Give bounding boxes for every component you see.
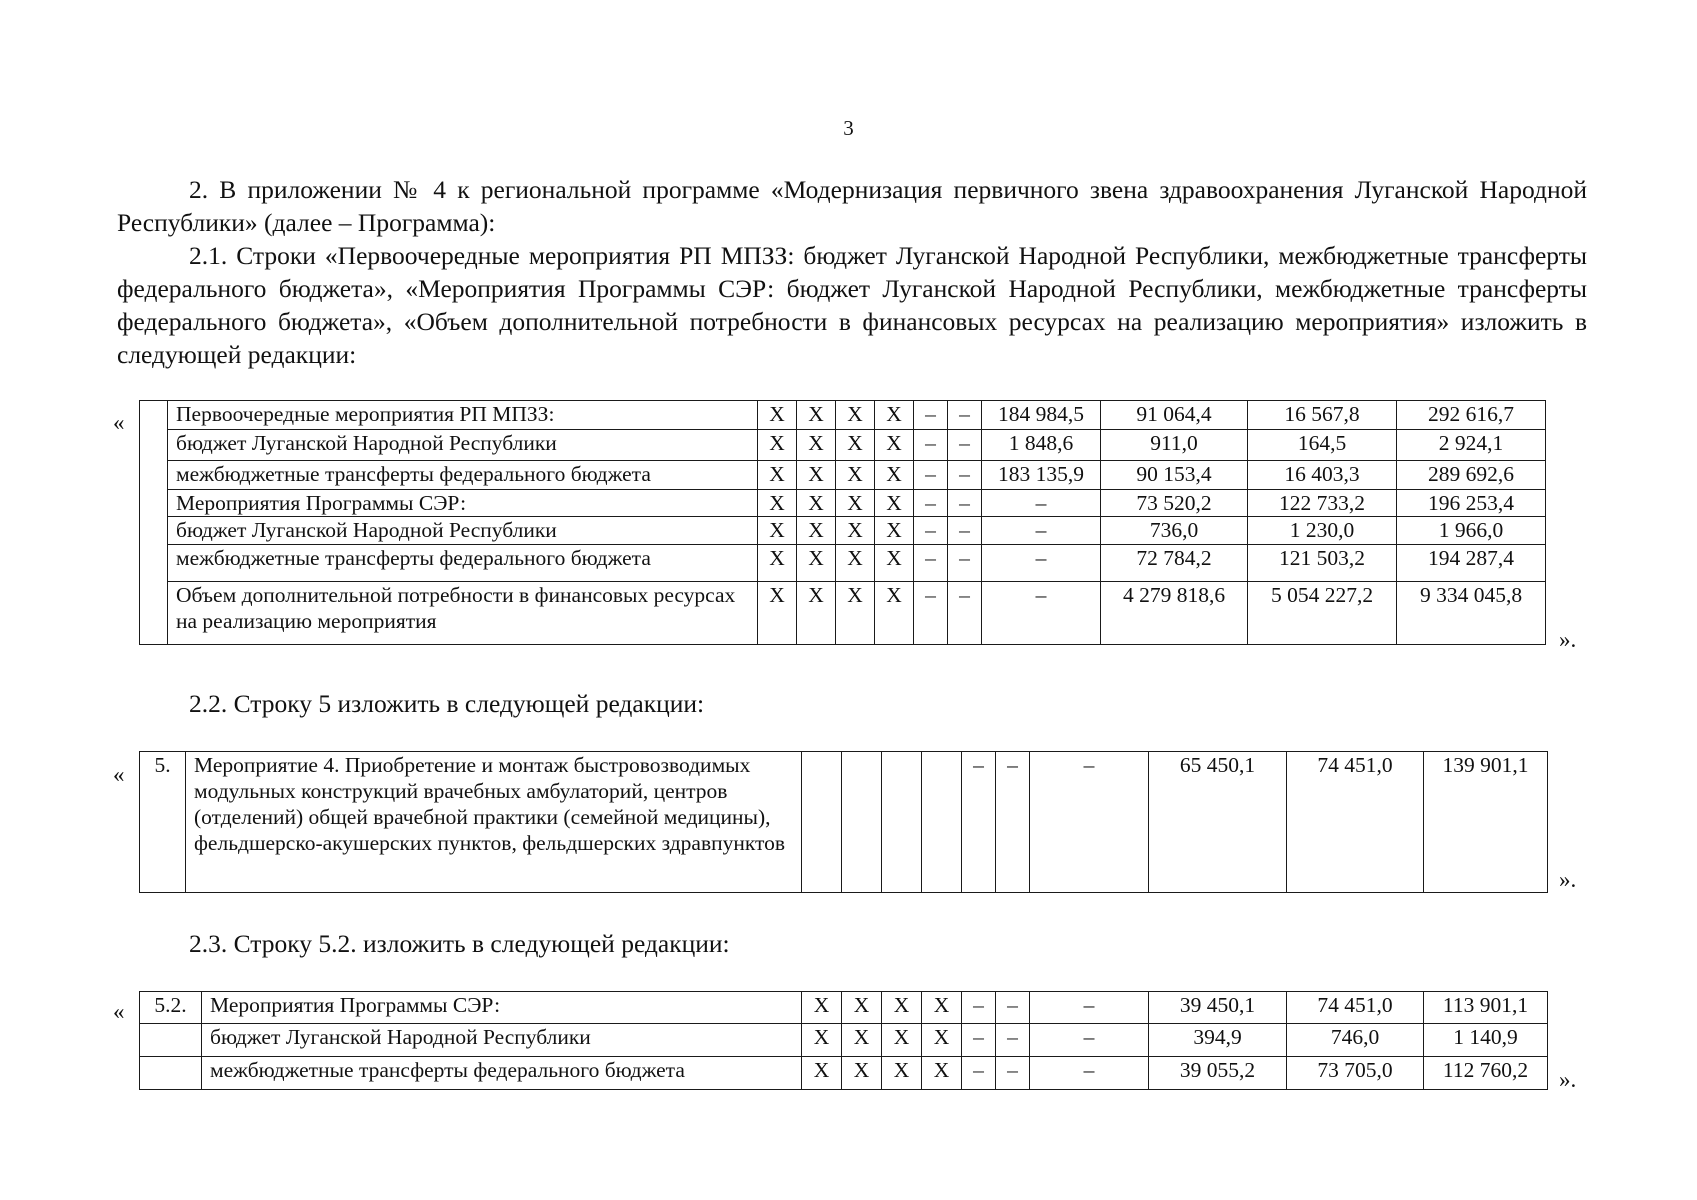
dash-cell: – bbox=[996, 1024, 1030, 1057]
value-cell: 2 924,1 bbox=[1397, 430, 1546, 461]
x-mark-cell: Х bbox=[922, 1024, 962, 1057]
table-row bbox=[140, 1057, 1548, 1090]
x-mark-cell: Х bbox=[758, 401, 797, 430]
value-cell: 1 230,0 bbox=[1248, 517, 1397, 545]
x-mark-cell: Х bbox=[922, 1057, 962, 1090]
x-mark-cell: Х bbox=[758, 545, 797, 582]
x-mark-cell: Х bbox=[802, 992, 842, 1024]
x-mark-cell: Х bbox=[797, 545, 836, 582]
value-cell: 1 966,0 bbox=[1397, 517, 1546, 545]
dash-cell: – bbox=[948, 461, 982, 490]
value-cell: 4 279 818,6 bbox=[1101, 582, 1248, 645]
dash-cell: – bbox=[962, 1024, 996, 1057]
x-mark-cell: Х bbox=[875, 517, 914, 545]
value-cell: 113 901,1 bbox=[1424, 992, 1548, 1024]
x-mark-cell: Х bbox=[758, 490, 797, 517]
dash-cell: – bbox=[914, 582, 948, 645]
open-quote: « bbox=[113, 410, 125, 435]
x-mark-cell: Х bbox=[842, 992, 882, 1024]
dash-cell: – bbox=[948, 430, 982, 461]
value-cell: – bbox=[1030, 1024, 1149, 1057]
row-name: Мероприятия Программы СЭР: bbox=[202, 992, 802, 1024]
dash-cell: – bbox=[914, 401, 948, 430]
table-row bbox=[140, 545, 1546, 582]
dash-cell: – bbox=[996, 752, 1030, 893]
value-cell: 5 054 227,2 bbox=[1248, 582, 1397, 645]
dash-cell: – bbox=[948, 517, 982, 545]
value-cell: – bbox=[982, 517, 1101, 545]
value-cell: 90 153,4 bbox=[1101, 461, 1248, 490]
table-row bbox=[140, 430, 1546, 461]
x-mark-cell: Х bbox=[836, 545, 875, 582]
value-cell: 39 450,1 bbox=[1149, 992, 1287, 1024]
x-mark-cell: Х bbox=[882, 1057, 922, 1090]
x-mark-cell: Х bbox=[836, 461, 875, 490]
empty-cell bbox=[922, 752, 962, 893]
x-mark-cell: Х bbox=[758, 582, 797, 645]
value-cell: 911,0 bbox=[1101, 430, 1248, 461]
dash-cell: – bbox=[948, 582, 982, 645]
value-cell: – bbox=[1030, 752, 1149, 893]
x-mark-cell: Х bbox=[836, 517, 875, 545]
x-mark-cell: Х bbox=[875, 430, 914, 461]
x-mark-cell: Х bbox=[842, 1057, 882, 1090]
value-cell: 139 901,1 bbox=[1424, 752, 1548, 893]
x-mark-cell: Х bbox=[922, 992, 962, 1024]
row-index: 5. bbox=[140, 752, 186, 893]
x-mark-cell: Х bbox=[875, 490, 914, 517]
dash-cell: – bbox=[962, 992, 996, 1024]
close-quote: ». bbox=[1559, 627, 1577, 652]
value-cell: 73 705,0 bbox=[1287, 1057, 1424, 1090]
value-cell: 112 760,2 bbox=[1424, 1057, 1548, 1090]
value-cell: 9 334 045,8 bbox=[1397, 582, 1546, 645]
x-mark-cell: Х bbox=[797, 490, 836, 517]
value-cell: 394,9 bbox=[1149, 1024, 1287, 1057]
x-mark-cell: Х bbox=[802, 1024, 842, 1057]
value-cell: 292 616,7 bbox=[1397, 401, 1546, 430]
heading-2-3: 2.3. Строку 5.2. изложить в следующей редакции: bbox=[189, 929, 730, 958]
x-mark-cell: Х bbox=[836, 582, 875, 645]
value-cell: 746,0 bbox=[1287, 1024, 1424, 1057]
page-number: 3 bbox=[843, 116, 854, 140]
empty-cell bbox=[802, 752, 842, 893]
x-mark-cell: Х bbox=[836, 430, 875, 461]
value-cell: 289 692,6 bbox=[1397, 461, 1546, 490]
value-cell: 122 733,2 bbox=[1248, 490, 1397, 517]
value-cell: – bbox=[1030, 1057, 1149, 1090]
dash-cell: – bbox=[914, 490, 948, 517]
value-cell: 164,5 bbox=[1248, 430, 1397, 461]
table-row bbox=[140, 992, 1548, 1024]
table-row bbox=[140, 490, 1546, 517]
x-mark-cell: Х bbox=[797, 582, 836, 645]
value-cell: 16 567,8 bbox=[1248, 401, 1397, 430]
value-cell: 183 135,9 bbox=[982, 461, 1101, 490]
value-cell: 1 140,9 bbox=[1424, 1024, 1548, 1057]
table-row bbox=[140, 461, 1546, 490]
dash-cell: – bbox=[914, 517, 948, 545]
table-row bbox=[140, 401, 1546, 430]
x-mark-cell: Х bbox=[836, 401, 875, 430]
close-quote: ». bbox=[1559, 867, 1577, 892]
dash-cell: – bbox=[948, 490, 982, 517]
table-1 bbox=[139, 400, 1546, 645]
table-3 bbox=[139, 991, 1548, 1090]
x-mark-cell: Х bbox=[797, 461, 836, 490]
intro-paragraph-2: 2.1. Строки «Первоочередные мероприятия РП МПЗЗ: бюджет Луганской Народной Республики, межбюджетные трансферты федерального бюджета», «Мероприятия Программы СЭР: бюджет Луганской Народной Республики, межбюджетные трансферты федерального бюджета», «Объем дополнительной потребности в финансовых ресурсах на реализацию мероприятия» изложить в следующей редакции: bbox=[117, 241, 1587, 369]
x-mark-cell: Х bbox=[797, 430, 836, 461]
row-index-empty bbox=[140, 401, 168, 645]
row-name: Мероприятие 4. Приобретение и монтаж быстровозводимых модульных конструкций врачебных амбулаторий, центров (отделений) общей врачебной практики (семейной медицины), фельдшерско-акушерских пунктов, фельдшерских здравпунктов bbox=[186, 752, 802, 893]
value-cell: 196 253,4 bbox=[1397, 490, 1546, 517]
open-quote: « bbox=[113, 999, 125, 1024]
dash-cell: – bbox=[914, 430, 948, 461]
row-name: бюджет Луганской Народной Республики bbox=[168, 517, 758, 545]
x-mark-cell: Х bbox=[875, 401, 914, 430]
intro-paragraph-1: 2. В приложении № 4 к региональной программе «Модернизация первичного звена здравоохранения Луганской Народной Республики» (далее – Программа): bbox=[117, 175, 1587, 237]
x-mark-cell: Х bbox=[875, 582, 914, 645]
x-mark-cell: Х bbox=[758, 517, 797, 545]
x-mark-cell: Х bbox=[797, 401, 836, 430]
x-mark-cell: Х bbox=[875, 461, 914, 490]
row-name: бюджет Луганской Народной Республики bbox=[168, 430, 758, 461]
x-mark-cell: Х bbox=[882, 992, 922, 1024]
value-cell: 736,0 bbox=[1101, 517, 1248, 545]
value-cell: 1 848,6 bbox=[982, 430, 1101, 461]
row-name: межбюджетные трансферты федерального бюджета bbox=[168, 545, 758, 582]
value-cell: 39 055,2 bbox=[1149, 1057, 1287, 1090]
value-cell: 91 064,4 bbox=[1101, 401, 1248, 430]
table-row bbox=[140, 582, 1546, 645]
dash-cell: – bbox=[948, 545, 982, 582]
dash-cell: – bbox=[914, 545, 948, 582]
value-cell: 73 520,2 bbox=[1101, 490, 1248, 517]
value-cell: – bbox=[1030, 992, 1149, 1024]
row-name: межбюджетные трансферты федерального бюджета bbox=[202, 1057, 802, 1090]
table-row bbox=[140, 752, 1548, 893]
row-name: Мероприятия Программы СЭР: bbox=[168, 490, 758, 517]
dash-cell: – bbox=[948, 401, 982, 430]
table-row bbox=[140, 517, 1546, 545]
x-mark-cell: Х bbox=[882, 1024, 922, 1057]
x-mark-cell: Х bbox=[797, 517, 836, 545]
value-cell: 16 403,3 bbox=[1248, 461, 1397, 490]
value-cell: 72 784,2 bbox=[1101, 545, 1248, 582]
table-2 bbox=[139, 751, 1548, 893]
value-cell: 184 984,5 bbox=[982, 401, 1101, 430]
row-index bbox=[140, 1057, 202, 1090]
row-name: Объем дополнительной потребности в финансовых ресурсах на реализацию мероприятия bbox=[168, 582, 758, 645]
x-mark-cell: Х bbox=[758, 430, 797, 461]
open-quote: « bbox=[113, 762, 125, 787]
x-mark-cell: Х bbox=[758, 461, 797, 490]
dash-cell: – bbox=[996, 992, 1030, 1024]
empty-cell bbox=[882, 752, 922, 893]
row-index: 5.2. bbox=[140, 992, 202, 1024]
value-cell: – bbox=[982, 490, 1101, 517]
value-cell: – bbox=[982, 545, 1101, 582]
dash-cell: – bbox=[996, 1057, 1030, 1090]
value-cell: 194 287,4 bbox=[1397, 545, 1546, 582]
x-mark-cell: Х bbox=[875, 545, 914, 582]
value-cell: – bbox=[982, 582, 1101, 645]
row-name: бюджет Луганской Народной Республики bbox=[202, 1024, 802, 1057]
empty-cell bbox=[842, 752, 882, 893]
value-cell: 121 503,2 bbox=[1248, 545, 1397, 582]
x-mark-cell: Х bbox=[842, 1024, 882, 1057]
dash-cell: – bbox=[914, 461, 948, 490]
value-cell: 74 451,0 bbox=[1287, 752, 1424, 893]
row-index bbox=[140, 1024, 202, 1057]
value-cell: 74 451,0 bbox=[1287, 992, 1424, 1024]
row-name: межбюджетные трансферты федерального бюджета bbox=[168, 461, 758, 490]
row-name: Первоочередные мероприятия РП МПЗЗ: bbox=[168, 401, 758, 430]
dash-cell: – bbox=[962, 752, 996, 893]
close-quote: ». bbox=[1559, 1067, 1577, 1092]
x-mark-cell: Х bbox=[802, 1057, 842, 1090]
table-row bbox=[140, 1024, 1548, 1057]
heading-2-2: 2.2. Строку 5 изложить в следующей редакции: bbox=[189, 689, 705, 718]
dash-cell: – bbox=[962, 1057, 996, 1090]
value-cell: 65 450,1 bbox=[1149, 752, 1287, 893]
x-mark-cell: Х bbox=[836, 490, 875, 517]
